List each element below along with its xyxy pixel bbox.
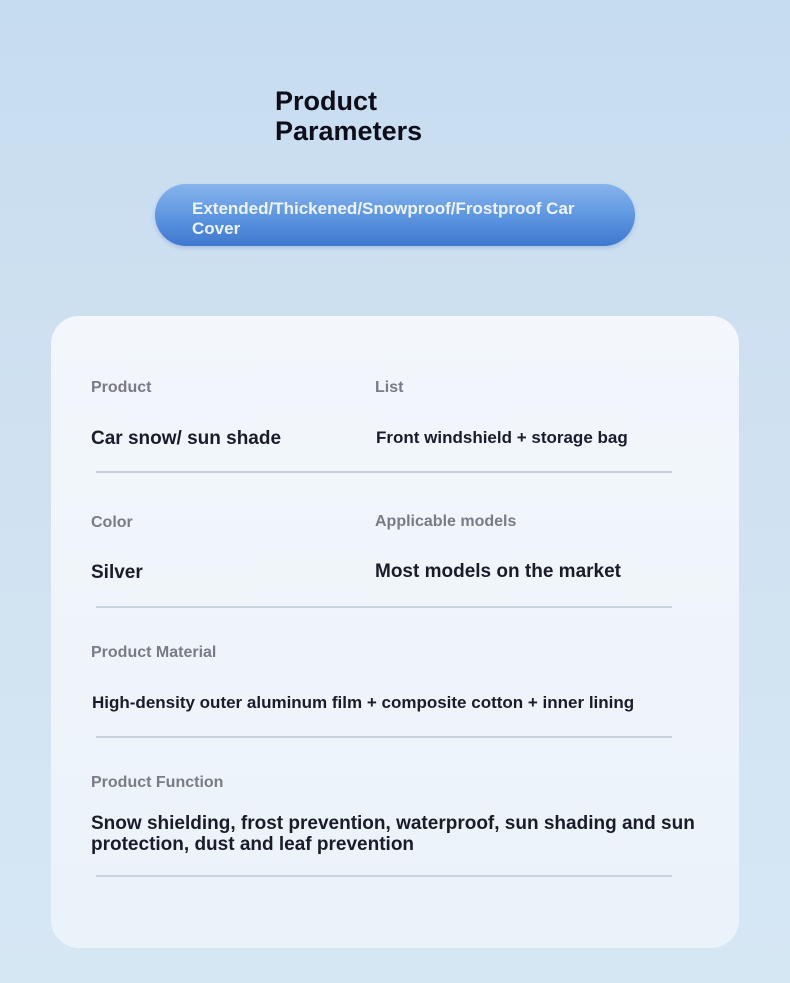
material-label: Product Material bbox=[91, 644, 217, 661]
divider bbox=[96, 736, 672, 738]
divider bbox=[96, 606, 672, 608]
list-value: Front windshield + storage bag bbox=[376, 428, 628, 447]
subtitle-banner: Extended/Thickened/Snowproof/Frostproof Car Cover bbox=[155, 184, 635, 246]
list-label: List bbox=[375, 379, 404, 396]
models-value: Most models on the market bbox=[375, 561, 621, 582]
product-label: Product bbox=[91, 379, 152, 396]
color-value: Silver bbox=[91, 562, 143, 583]
function-label: Product Function bbox=[91, 774, 224, 791]
models-label: Applicable models bbox=[375, 513, 517, 530]
function-value: Snow shielding, frost prevention, waterproof, sun shading and sun protection, dust and leaf prevention bbox=[91, 813, 695, 855]
divider bbox=[96, 471, 672, 473]
material-value: High-density outer aluminum film + composite cotton + inner lining bbox=[92, 693, 635, 712]
color-label: Color bbox=[91, 514, 133, 531]
product-value: Car snow/ sun shade bbox=[91, 428, 282, 449]
divider bbox=[96, 875, 672, 877]
page-title: Product Parameters bbox=[275, 86, 423, 146]
